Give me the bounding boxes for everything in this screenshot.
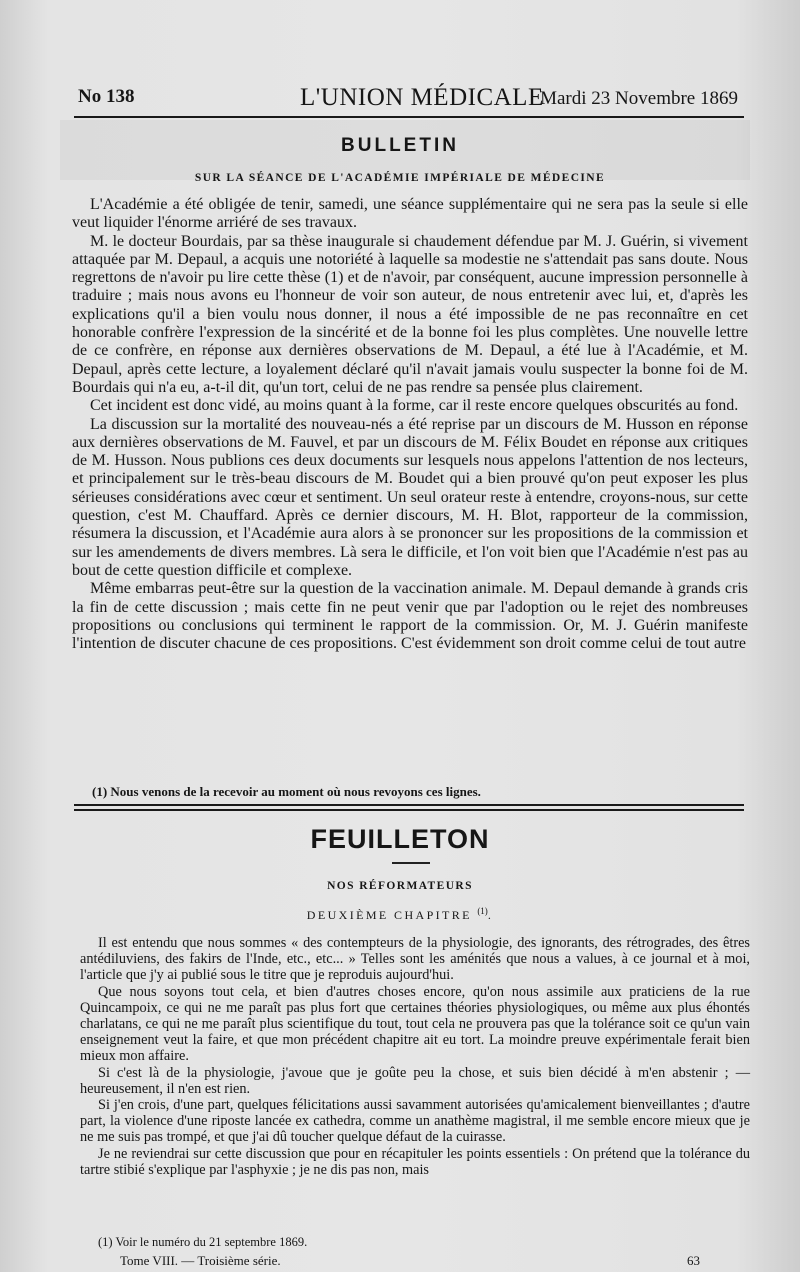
feuilleton-chapter: DEUXIÈME CHAPITRE $^{(1)}$. <box>306 906 494 922</box>
feuilleton-body <box>80 935 750 1178</box>
header-rule <box>74 116 744 118</box>
feuilleton-paragraph: Si j'en crois, d'une part, quelques félicitations aussi savamment autorisées qu'amicalement bienveillantes ; d'autre part, la violence d'une riposte lancée ex cathedra, comme un anathème magistral, il me semble encore mieux que je ne me suis pas trompé, et que j'ai dû toucher quelque défaut de la cuirasse. <box>80 1097 750 1146</box>
volume-info: Tome VIII. — Troisième série. <box>120 1253 281 1268</box>
bulletin-footnote: (1) Nous venons de la recevoir au moment où nous revoyons ces lignes. <box>92 784 481 799</box>
feuilleton-paragraph: Il est entendu que nous sommes « des contempteurs de la physiologie, des ignorants, des rétrogrades, des êtres antédiluviens, des fakirs de l'Inde, etc., etc... » Telles sont les aménités que nous a values, à ce journal et à moi, l'article que j'y ai publié sous le titre que je reproduis aujourd'hui. <box>80 935 750 984</box>
journal-title: L'UNION MÉDICALE <box>300 84 544 111</box>
chapter-heading: DEUXIÈME CHAPITRE <box>306 908 472 922</box>
issue-number: No 138 <box>78 86 135 107</box>
bulletin-title: BULLETIN <box>341 135 459 156</box>
bulletin-paragraph: Même embarras peut-être sur la question de la vaccination animale. M. Depaul demande à grands cris la fin de cette discussion ; mais cette fin ne peut venir que par l'adoption ou le rejet des nombreuses propositions ou conclusions qui terminent le rapport de la commission. Or, M. J. Guérin manifeste l'intention de discuter chacune de ces propositions. C'est évidemment son droit comme celui de tout autre <box>72 580 748 653</box>
bulletin-paragraph: L'Académie a été obligée de tenir, samedi, une séance supplémentaire qui ne sera pas la seule si elle veut liquider l'énorme arriéré de ses travaux. <box>72 196 748 232</box>
chapter-note-ref: (1) <box>477 906 488 916</box>
page-footer <box>120 1253 700 1269</box>
issue-date: Mardi 23 Novembre 1869 <box>540 88 738 109</box>
bulletin-paragraph: M. le docteur Bourdais, par sa thèse inaugurale si chaudement défendue par M. J. Guérin, si vivement attaquée par M. Depaul, a acquis une notoriété à laquelle sa modestie ne s'attendait pas sans doute. Nous regrettons de n'avoir pu lire cette thèse (1) et de n'avoir, par conséquent, aucune impression personnelle à traduire ; mais nous avons eu l'honneur de voir son auteur, de nous entretenir avec lui, et, d'après les explications qu'il a bien voulu nous donner, il nous a été impossible de ne pas reconnaître en cet honorable confrère l'expression de la sincérité et de la bonne foi les plus complètes. Une nouvelle lettre de ce confrère, en réponse aux dernières observations de M. Depaul, a été lue à l'Académie, et M. Depaul, après cette lecture, a loyalement déclaré qu'il n'avait jamais voulu suspecter la bonne foi de M. Bourdais qui n'a eu, a-t-il dit, qu'un tort, celui de ne pas rendre sa pensée plus clairement. <box>72 232 748 396</box>
section-divider-bottom <box>74 809 744 811</box>
feuilleton-paragraph: Si c'est là de la physiologie, j'avoue que je goûte peu la chose, et suis bien décidé à m'en abstenir ; — heureusement, il n'en est rien. <box>80 1064 750 1097</box>
page-number: 63 <box>687 1253 700 1268</box>
feuilleton-footnote: (1) Voir le numéro du 21 septembre 1869. <box>98 1235 308 1249</box>
bulletin-subtitle: SUR LA SÉANCE DE L'ACADÉMIE IMPÉRIALE DE MÉDECINE <box>194 172 606 184</box>
feuilleton-ornament-rule <box>392 862 430 864</box>
bulletin-paragraph: La discussion sur la mortalité des nouveau-nés a été reprise par un discours de M. Husson en réponse aux dernières observations de M. Fauvel, et par un discours de M. Félix Boudet en réponse aux critiques de M. Husson. Nous publions ces deux documents sur lesquels nous appelons l'attention de nos lecteurs, et principalement sur le très-beau discours de M. Boudet qui a bien prouvé qu'on peut exposer les plus sérieuses considérations avec cœur et sentiment. Un seul orateur reste à entendre, croyons-nous, sur cette question, c'est M. Chauffard. Après ce dernier discours, M. H. Blot, rapporteur de la commission, résumera la discussion, et l'Académie aura alors à se prononcer sur les propositions de la commission et sur les amendements de divers membres. Là sera le difficile, et l'on voit bien que l'Académie n'est pas au bout de cette question difficile et complexe. <box>72 415 748 579</box>
bulletin-paragraph: Cet incident est donc vidé, au moins quant à la forme, car il reste encore quelques obscurités au fond. <box>90 397 739 415</box>
feuilleton-subtitle: NOS RÉFORMATEURS <box>327 880 473 892</box>
page-header <box>78 84 738 114</box>
feuilleton-paragraph: Je ne reviendrai sur cette discussion que pour en récapituler les points essentiels : On prétend que la tolérance du tartre stibié s'explique par l'asphyxie ; je ne dis pas non, mais <box>80 1145 750 1178</box>
feuilleton-title: FEUILLETON <box>310 824 490 854</box>
section-divider-top <box>74 804 744 806</box>
feuilleton-paragraph: Que nous soyons tout cela, et bien d'autres choses encore, qu'on nous assimile aux praticiens de la rue Quincampoix, ce qui ne me paraît pas plus fort que certaines théories physiologiques, ou même aux plus éhontés charlatans, ce qui ne me paraît plus scientifique du tout, tout cela ne prouvera pas que la tolérance soit ce qu'un vain enseignement veut la faire, et que mon précédent chapitre ait eu tort. La moindre preuve expérimentale ferait bien mieux mon affaire. <box>80 983 750 1065</box>
bulletin-body <box>72 196 748 653</box>
